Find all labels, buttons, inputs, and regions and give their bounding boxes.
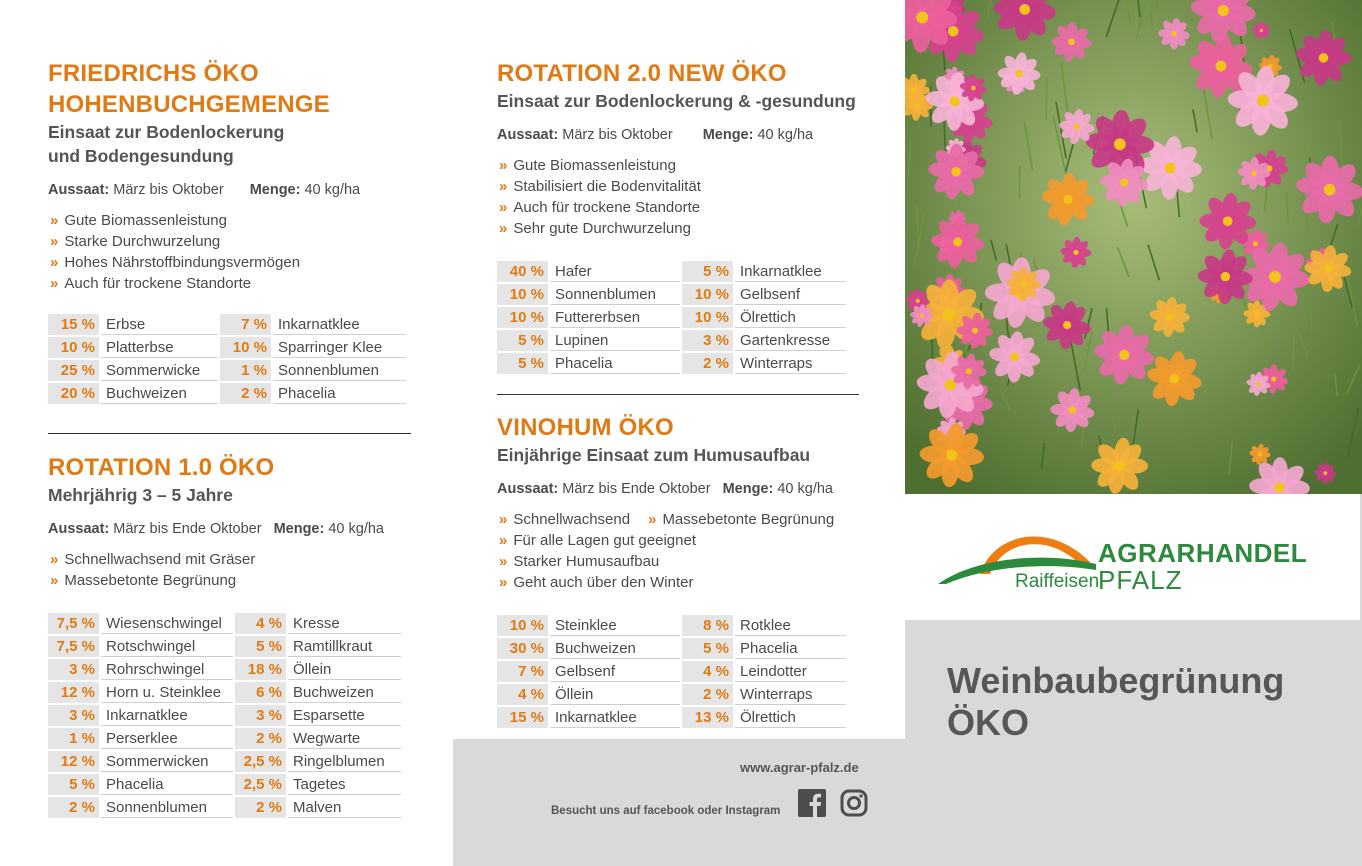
share-cell: 13 %	[682, 707, 733, 728]
seed-mix-table	[495, 613, 848, 730]
share-cell: 6 %	[235, 682, 286, 703]
share-cell: 7 %	[220, 314, 271, 335]
species-cell: Öllein	[550, 684, 680, 705]
table-row	[48, 774, 401, 795]
section-title: FRIEDRICHS ÖKO	[48, 60, 259, 87]
table-row	[497, 261, 846, 282]
share-cell: 5 %	[682, 261, 733, 282]
species-cell: Malven	[288, 797, 401, 818]
share-cell: 2 %	[235, 797, 286, 818]
species-cell: Buchweizen	[550, 638, 680, 659]
feature-list	[497, 155, 856, 239]
sowing-info: Aussaat: März bis Oktober Menge: 40 kg/ha	[497, 127, 814, 143]
feature-item: » Sehr gute Durchwurzelung	[499, 220, 691, 237]
species-cell: Lupinen	[550, 330, 680, 351]
species-cell: Inkarnatklee	[550, 707, 680, 728]
species-cell: Sparringer Klee	[273, 337, 406, 358]
table-row	[497, 353, 846, 374]
species-cell: Futtererbsen	[550, 307, 680, 328]
share-cell: 10 %	[48, 337, 99, 358]
species-cell: Wiesenschwingel	[101, 613, 233, 634]
feature-item: » Geht auch über den Winter	[499, 574, 694, 591]
table-row	[497, 284, 846, 305]
species-cell: Ramtillkraut	[288, 636, 401, 657]
feature-item: » Starke Durchwurzelung	[50, 233, 221, 250]
table-row	[48, 751, 401, 772]
species-cell: Tagetes	[288, 774, 401, 795]
table-row	[497, 707, 846, 728]
brand-name: AGRARHANDEL	[1098, 538, 1308, 568]
species-cell: Steinklee	[550, 615, 680, 636]
feature-item: » Massebetonte Begrünung	[50, 572, 237, 589]
species-cell: Phacelia	[101, 774, 233, 795]
feature-item: » Gute Biomassenleistung	[499, 157, 676, 174]
sowing-info: Aussaat: März bis Oktober Menge: 40 kg/ha	[48, 182, 361, 198]
feature-item: » Auch für trockene Standorte	[499, 199, 701, 216]
share-cell: 2 %	[682, 353, 733, 374]
feature-item: » Auch für trockene Standorte	[50, 275, 252, 292]
section-title: VINOHUM ÖKO	[497, 414, 674, 441]
feature-list	[48, 210, 408, 294]
species-cell: Phacelia	[273, 383, 406, 404]
table-row	[48, 705, 401, 726]
species-cell: Gelbsenf	[550, 661, 680, 682]
share-cell: 30 %	[497, 638, 548, 659]
seed-mix-table	[46, 611, 403, 820]
share-cell: 10 %	[682, 307, 733, 328]
share-cell: 15 %	[497, 707, 548, 728]
feature-item: » Gute Biomassenleistung	[50, 212, 227, 229]
share-cell: 25 %	[48, 360, 99, 381]
table-row	[48, 636, 401, 657]
table-row	[48, 360, 406, 381]
share-cell: 18 %	[235, 659, 286, 680]
share-cell: 5 %	[682, 638, 733, 659]
section-title: HOHENBUCHGEMENGE	[48, 91, 330, 118]
share-cell: 2 %	[682, 684, 733, 705]
species-cell: Hafer	[550, 261, 680, 282]
table-row	[48, 797, 401, 818]
species-cell: Gelbsenf	[735, 284, 846, 305]
share-cell: 5 %	[497, 353, 548, 374]
document-title: Weinbaubegrünung ÖKO	[947, 660, 1285, 743]
share-cell: 1 %	[48, 728, 99, 749]
footer-panel	[453, 739, 905, 866]
table-row	[48, 383, 406, 404]
share-cell: 20 %	[48, 383, 99, 404]
table-row	[497, 638, 846, 659]
share-cell: 3 %	[48, 659, 99, 680]
species-cell: Erbse	[101, 314, 218, 335]
website-link[interactable]: www.agrar-pfalz.de	[740, 760, 859, 775]
species-cell: Sommerwicke	[101, 360, 218, 381]
feature-item: » Schnellwachsend mit Gräser	[50, 551, 256, 568]
table-row	[497, 684, 846, 705]
divider	[48, 433, 411, 434]
share-cell: 10 %	[497, 307, 548, 328]
share-cell: 2,5 %	[235, 751, 286, 772]
section-subtitle: Einjährige Einsaat zum Humusaufbau	[497, 445, 811, 465]
share-cell: 8 %	[682, 615, 733, 636]
instagram-icon[interactable]	[840, 789, 868, 817]
feature-item: » Für alle Lagen gut geeignet	[499, 532, 696, 549]
section-subtitle: Einsaat zur Bodenlockerung & -gesundung	[497, 91, 856, 111]
species-cell: Buchweizen	[288, 682, 401, 703]
table-row	[497, 615, 846, 636]
feature-item: » Starker Humusaufbau	[499, 553, 660, 570]
section-subtitle: Mehrjährig 3 – 5 Jahre	[48, 485, 233, 505]
section-vinohum	[497, 412, 848, 730]
species-cell: Inkarnatklee	[735, 261, 846, 282]
table-row	[48, 682, 401, 703]
share-cell: 5 %	[48, 774, 99, 795]
species-cell: Kresse	[288, 613, 401, 634]
section-title: ROTATION 2.0 NEW ÖKO	[497, 60, 787, 87]
species-cell: Buchweizen	[101, 383, 218, 404]
facebook-icon[interactable]	[798, 789, 826, 817]
table-row	[48, 659, 401, 680]
species-cell: Leindotter	[735, 661, 846, 682]
share-cell: 3 %	[682, 330, 733, 351]
share-cell: 1 %	[220, 360, 271, 381]
species-cell: Phacelia	[550, 353, 680, 374]
table-row	[48, 337, 406, 358]
section-subtitle: und Bodengesundung	[48, 146, 234, 166]
brand-pfalz: PFALZ	[1098, 565, 1183, 595]
share-cell: 2 %	[220, 383, 271, 404]
share-cell: 2,5 %	[235, 774, 286, 795]
species-cell: Inkarnatklee	[101, 705, 233, 726]
share-cell: 10 %	[497, 615, 548, 636]
social-text: Besucht uns auf facebook oder Instagram	[551, 805, 781, 817]
share-cell: 12 %	[48, 751, 99, 772]
species-cell: Phacelia	[735, 638, 846, 659]
species-cell: Winterraps	[735, 353, 846, 374]
species-cell: Gartenkresse	[735, 330, 846, 351]
table-row	[48, 728, 401, 749]
divider	[497, 394, 859, 395]
species-cell: Sonnenblumen	[550, 284, 680, 305]
share-cell: 4 %	[682, 661, 733, 682]
share-cell: 12 %	[48, 682, 99, 703]
species-cell: Ölrettich	[735, 307, 846, 328]
species-cell: Sonnenblumen	[101, 797, 233, 818]
sowing-info: Aussaat: März bis Ende Oktober Menge: 40 kg/ha	[497, 481, 833, 497]
share-cell: 40 %	[497, 261, 548, 282]
species-cell: Ringelblumen	[288, 751, 401, 772]
table-row	[497, 307, 846, 328]
seed-mix-table	[495, 259, 848, 376]
feature-item: » Hohes Nährstoffbindungsvermögen	[50, 254, 301, 271]
share-cell: 5 %	[497, 330, 548, 351]
share-cell: 4 %	[235, 613, 286, 634]
share-cell: 7,5 %	[48, 636, 99, 657]
species-cell: Platterbse	[101, 337, 218, 358]
sowing-info: Aussaat: März bis Ende Oktober Menge: 40 kg/ha	[48, 521, 384, 537]
species-cell: Perserklee	[101, 728, 233, 749]
feature-list	[497, 509, 848, 593]
table-row	[48, 613, 401, 634]
species-cell: Rotklee	[735, 615, 846, 636]
species-cell: Ölrettich	[735, 707, 846, 728]
section-rotation-1	[48, 452, 403, 820]
section-subtitle: Einsaat zur Bodenlockerung	[48, 122, 285, 142]
share-cell: 7,5 %	[48, 613, 99, 634]
table-row	[48, 314, 406, 335]
species-cell: Winterraps	[735, 684, 846, 705]
table-row	[497, 661, 846, 682]
share-cell: 10 %	[220, 337, 271, 358]
species-cell: Öllein	[288, 659, 401, 680]
share-cell: 2 %	[235, 728, 286, 749]
section-rotation-2	[497, 58, 856, 376]
species-cell: Rotschwingel	[101, 636, 233, 657]
feature-item: » Stabilisiert die Bodenvitalität	[499, 178, 701, 195]
species-cell: Sonnenblumen	[273, 360, 406, 381]
share-cell: 2 %	[48, 797, 99, 818]
seed-mix-table	[46, 312, 408, 406]
share-cell: 10 %	[682, 284, 733, 305]
share-cell: 15 %	[48, 314, 99, 335]
cosmos-flowers-image	[905, 0, 1362, 494]
species-cell: Rohrschwingel	[101, 659, 233, 680]
species-cell: Inkarnatklee	[273, 314, 406, 335]
share-cell: 4 %	[497, 684, 548, 705]
share-cell: 3 %	[235, 705, 286, 726]
species-cell: Wegwarte	[288, 728, 401, 749]
feature-list	[48, 549, 403, 591]
table-row	[497, 330, 846, 351]
species-cell: Horn u. Steinklee	[101, 682, 233, 703]
share-cell: 5 %	[235, 636, 286, 657]
share-cell: 7 %	[497, 661, 548, 682]
share-cell: 10 %	[497, 284, 548, 305]
section-title: ROTATION 1.0 ÖKO	[48, 454, 275, 481]
brand-raiffeisen: Raiffeisen	[1015, 571, 1100, 592]
feature-item: » Schnellwachsend » Massebetonte Begrünung	[499, 511, 835, 528]
species-cell: Esparsette	[288, 705, 401, 726]
species-cell: Sommerwicken	[101, 751, 233, 772]
section-friedrichs	[48, 58, 408, 406]
flower-field-photo	[905, 0, 1362, 494]
share-cell: 3 %	[48, 705, 99, 726]
